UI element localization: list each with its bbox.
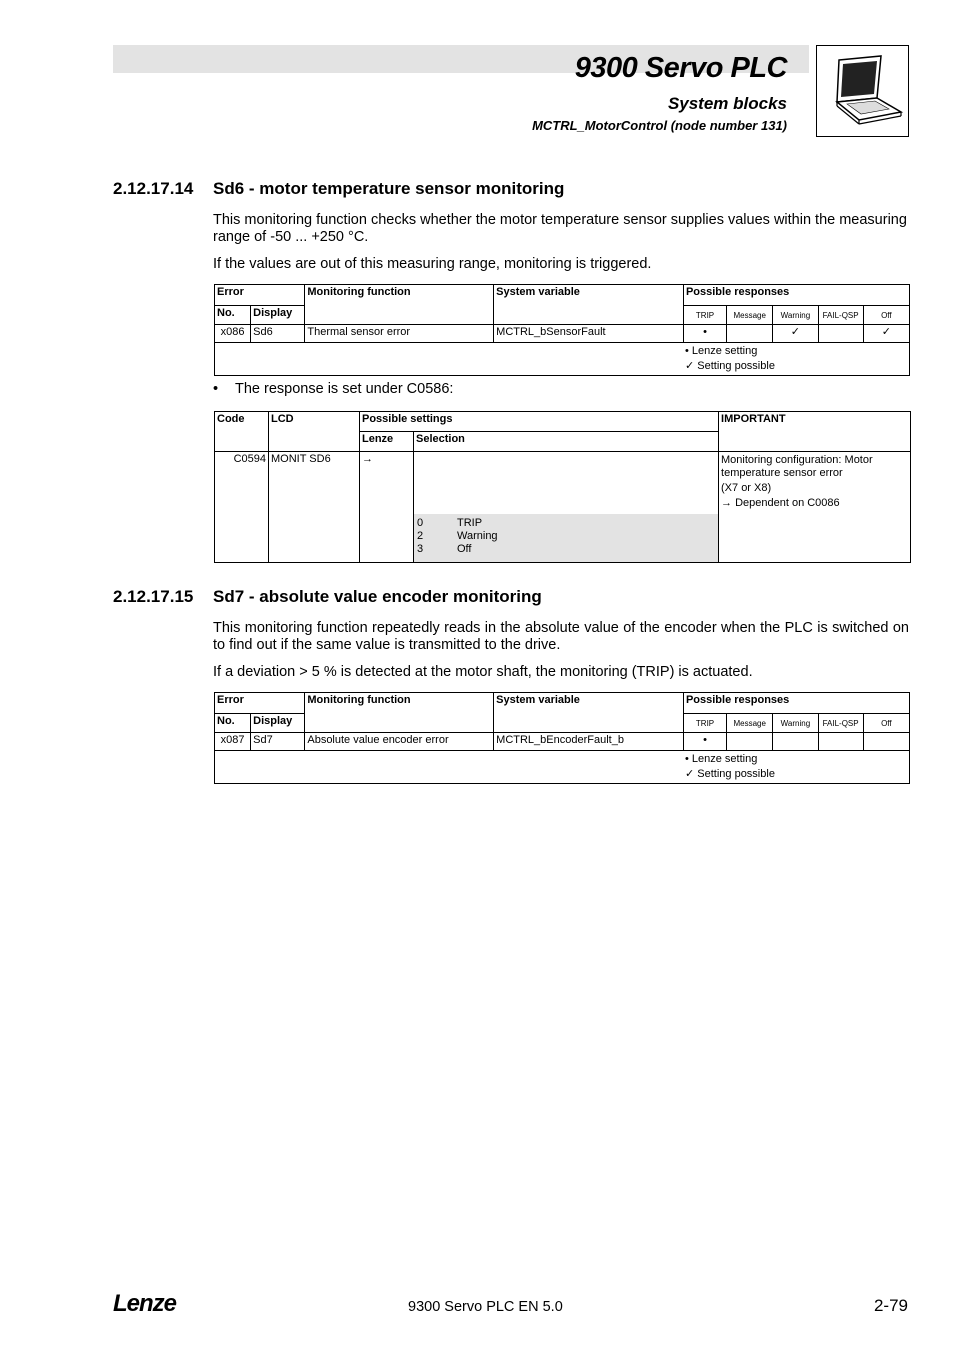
legend [215,751,910,784]
cell-display: Sd6 [251,325,305,343]
legend-setting-possible: ✓ Setting possible [685,768,775,780]
cell-warning [773,733,818,751]
section-title-text: Sd7 - absolute value encoder monitoring [213,587,542,606]
header-important: IMPORTANT [719,412,911,452]
code-table [214,411,911,563]
header-trip: TRIP [683,306,726,325]
cell-code: C0594 [215,452,269,563]
header-error: Error [215,693,305,714]
section-number: 2.12.17.14 [113,179,194,198]
cell-selection [414,452,719,563]
header-no: No. [215,714,251,733]
cell-display: Sd7 [251,733,305,751]
section-heading-sd7 [113,587,542,607]
cell-warning: ✓ [773,325,818,343]
page-subsubtitle: MCTRL_MotorControl (node number 131) [532,118,787,133]
paragraph: This monitoring function checks whether the motor temperature sensor supplies values within the measuring range of -50 ... +250 °C. [213,212,907,245]
lenze-logo: Lenze [113,1290,177,1317]
paragraph: If the values are out of this measuring range, monitoring is triggered. [213,256,652,272]
header-off: Off [863,714,909,733]
header-message: Message [727,306,773,325]
cell-off: ✓ [863,325,909,343]
cell-message [727,733,773,751]
header-failqsp: FAIL-QSP [818,714,863,733]
paragraph: If a deviation > 5 % is detected at the motor shaft, the monitoring (TRIP) is actuated. [213,664,753,680]
legend [215,343,910,376]
header-no: No. [215,306,251,325]
header-responses: Possible responses [683,285,909,306]
page-subtitle: System blocks [667,94,787,113]
option-row: 0 TRIP [417,517,483,529]
error-table-sd7 [214,692,910,784]
header-error: Error [215,285,305,306]
header-function: Monitoring function [305,693,494,733]
table-row [215,733,910,751]
cell-off [863,733,909,751]
header-trip: TRIP [683,714,726,733]
cell-failqsp [818,325,863,343]
header-sysvar: System variable [494,693,684,733]
cell-no: x087 [215,733,251,751]
cell-trip: • [683,325,726,343]
cell-no: x086 [215,325,251,343]
table-row [215,325,910,343]
option-row: 2 Warning [417,530,498,542]
footer-document-title: 9300 Servo PLC EN 5.0 [408,1299,563,1315]
page-number: 2-79 [873,1296,908,1315]
cell-function: Thermal sensor error [305,325,494,343]
paragraph: This monitoring function repeatedly reads in the absolute value of the encoder when the PLC is switched on to find out if the same value is transmitted to the drive. [213,620,909,653]
header-warning: Warning [773,714,818,733]
laptop-icon [816,45,909,137]
header-message: Message [727,714,773,733]
section-number: 2.12.17.15 [113,587,194,606]
bullet-text: The response is set under C0586: [235,381,454,397]
section-title-text: Sd6 - motor temperature sensor monitoring [213,179,565,198]
cell-message [727,325,773,343]
error-table-sd6 [214,284,910,376]
section-heading-sd6 [113,179,564,199]
cell-sysvar: MCTRL_bEncoderFault_b [494,733,684,751]
header-selection: Selection [414,432,719,452]
cell-lenze: → [360,452,414,563]
header-failqsp: FAIL-QSP [818,306,863,325]
selection-options [414,514,718,562]
bullet-item: • The response is set under C0586: [213,381,454,397]
header-possible-settings: Possible settings [360,412,719,432]
cell-important: Monitoring configuration: Motor temperature sensor error (X7 or X8) → Dependent on C0086 [719,452,911,563]
header-off: Off [863,306,909,325]
legend-setting-possible: ✓ Setting possible [685,360,775,372]
legend-lenze-setting: • Lenze setting [685,345,758,357]
cell-sysvar: MCTRL_bSensorFault [494,325,684,343]
cell-trip: • [683,733,726,751]
header-display: Display [251,306,305,325]
legend-lenze-setting: • Lenze setting [685,753,758,765]
option-row: 3 Off [417,543,472,555]
header-function: Monitoring function [305,285,494,325]
cell-failqsp [818,733,863,751]
cell-function: Absolute value encoder error [305,733,494,751]
header-display: Display [251,714,305,733]
header-lcd: LCD [269,412,360,452]
header-sysvar: System variable [494,285,684,325]
header-lenze: Lenze [360,432,414,452]
header-responses: Possible responses [683,693,909,714]
header-code: Code [215,412,269,452]
cell-lcd: MONIT SD6 [269,452,360,563]
header-warning: Warning [773,306,818,325]
table-row [215,452,911,563]
page-title: 9300 Servo PLC [574,52,787,84]
